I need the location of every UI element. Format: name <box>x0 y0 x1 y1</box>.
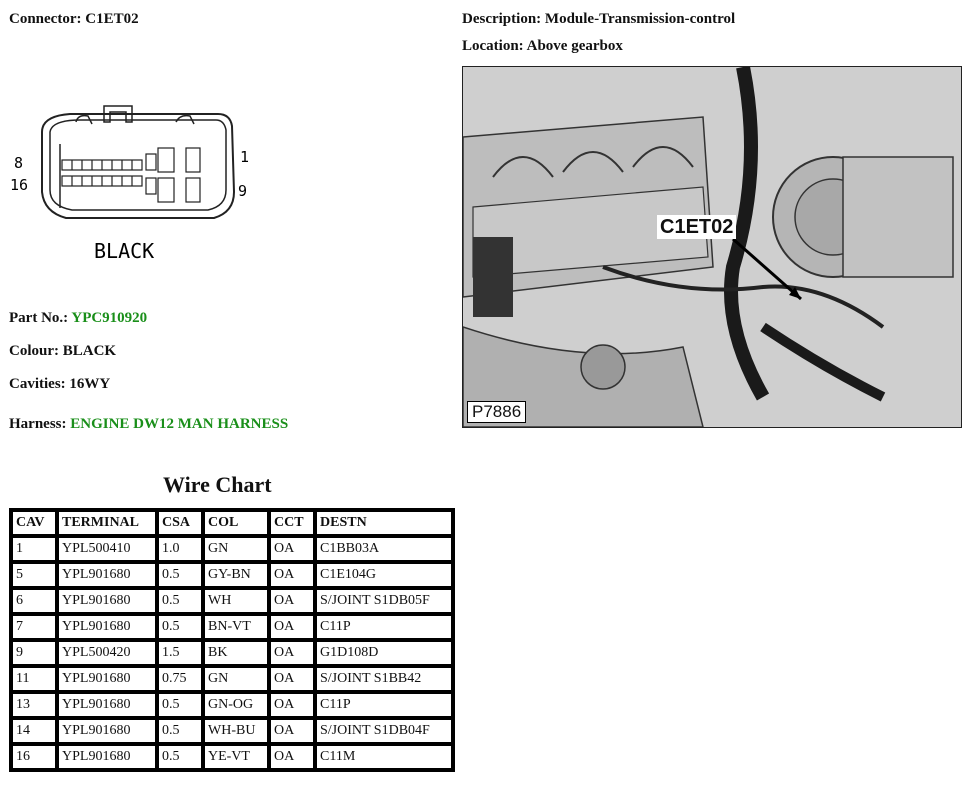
part-no-link[interactable]: YPC910920 <box>71 310 148 326</box>
table-row <box>11 562 453 588</box>
cavities-line <box>9 376 110 393</box>
diagram-colour-caption: BLACK <box>94 239 155 263</box>
cell-csa: 0.5 <box>157 744 203 770</box>
cell-csa: 0.5 <box>157 588 203 614</box>
pin-9-label: 9 <box>238 182 248 200</box>
cell-csa: 0.5 <box>157 692 203 718</box>
location-photo <box>462 66 962 428</box>
header-terminal: TERMINAL <box>57 510 157 536</box>
table-row <box>11 640 453 666</box>
cell-cct: OA <box>269 744 315 770</box>
cavities-value: 16WY <box>69 376 111 392</box>
table-row <box>11 536 453 562</box>
cell-destn: S/JOINT S1BB42 <box>315 666 453 692</box>
cell-csa: 0.5 <box>157 562 203 588</box>
photo-callout-label: C1ET02 <box>657 215 736 239</box>
header-cct: CCT <box>269 510 315 536</box>
cell-col: BK <box>203 640 269 666</box>
cell-destn: C1BB03A <box>315 536 453 562</box>
harness-line <box>9 416 288 433</box>
table-row <box>11 692 453 718</box>
location-label: Location: <box>462 38 524 54</box>
cell-cct: OA <box>269 536 315 562</box>
cell-terminal: YPL901680 <box>57 562 157 588</box>
colour-label: Colour: <box>9 343 59 359</box>
cell-col: WH <box>203 588 269 614</box>
cell-destn: C11P <box>315 614 453 640</box>
cell-cav: 7 <box>11 614 57 640</box>
engine-bay-illustration <box>463 67 961 427</box>
cell-destn: C11M <box>315 744 453 770</box>
pin-16-label: 16 <box>10 176 29 194</box>
cavities-label: Cavities: <box>9 376 66 392</box>
colour-line <box>9 343 116 360</box>
header-col: COL <box>203 510 269 536</box>
cell-col: GN <box>203 666 269 692</box>
cell-csa: 1.5 <box>157 640 203 666</box>
header-cav: CAV <box>11 510 57 536</box>
description-line <box>462 11 735 28</box>
cell-cav: 14 <box>11 718 57 744</box>
part-no-label: Part No.: <box>9 310 69 326</box>
photo-id-label: P7886 <box>467 401 526 423</box>
cell-cav: 6 <box>11 588 57 614</box>
cell-csa: 1.0 <box>157 536 203 562</box>
cell-destn: S/JOINT S1DB04F <box>315 718 453 744</box>
cell-cct: OA <box>269 692 315 718</box>
location-value: Above gearbox <box>526 38 623 54</box>
cell-destn: S/JOINT S1DB05F <box>315 588 453 614</box>
cell-cct: OA <box>269 666 315 692</box>
cell-cav: 9 <box>11 640 57 666</box>
cell-col: GY-BN <box>203 562 269 588</box>
description-value: Module-Transmission-control <box>544 11 736 27</box>
pin-8-label: 8 <box>14 154 24 172</box>
wire-chart-title: Wire Chart <box>163 472 272 497</box>
location-line <box>462 38 623 55</box>
cell-cct: OA <box>269 562 315 588</box>
cell-terminal: YPL901680 <box>57 744 157 770</box>
cell-cav: 11 <box>11 666 57 692</box>
connector-label: Connector: <box>9 11 82 27</box>
cell-csa: 0.5 <box>157 614 203 640</box>
cell-cav: 16 <box>11 744 57 770</box>
harness-link[interactable]: ENGINE DW12 MAN HARNESS <box>70 416 289 432</box>
harness-label: Harness: <box>9 416 67 432</box>
wire-chart-table <box>9 508 455 772</box>
colour-value: BLACK <box>62 343 117 359</box>
cell-terminal: YPL500420 <box>57 640 157 666</box>
table-header-row <box>11 510 453 536</box>
cell-csa: 0.5 <box>157 718 203 744</box>
cell-cct: OA <box>269 614 315 640</box>
part-no-line <box>9 310 147 327</box>
cell-cct: OA <box>269 718 315 744</box>
cell-terminal: YPL901680 <box>57 588 157 614</box>
cell-cav: 13 <box>11 692 57 718</box>
cell-destn: C1E104G <box>315 562 453 588</box>
table-row <box>11 614 453 640</box>
header-destn: DESTN <box>315 510 453 536</box>
connector-face-diagram <box>8 92 268 272</box>
cell-cct: OA <box>269 640 315 666</box>
cell-col: YE-VT <box>203 744 269 770</box>
connector-value: C1ET02 <box>85 11 139 27</box>
cell-terminal: YPL901680 <box>57 614 157 640</box>
cell-col: WH-BU <box>203 718 269 744</box>
table-row <box>11 666 453 692</box>
table-row <box>11 588 453 614</box>
cell-cav: 1 <box>11 536 57 562</box>
table-row <box>11 744 453 770</box>
cell-cav: 5 <box>11 562 57 588</box>
cell-terminal: YPL901680 <box>57 692 157 718</box>
cell-terminal: YPL500410 <box>57 536 157 562</box>
table-row <box>11 718 453 744</box>
connector-heading <box>9 11 139 28</box>
cell-col: GN <box>203 536 269 562</box>
cell-col: GN-OG <box>203 692 269 718</box>
cell-terminal: YPL901680 <box>57 666 157 692</box>
description-label: Description: <box>462 11 542 27</box>
cell-destn: G1D108D <box>315 640 453 666</box>
header-csa: CSA <box>157 510 203 536</box>
cell-destn: C11P <box>315 692 453 718</box>
cell-cct: OA <box>269 588 315 614</box>
cell-terminal: YPL901680 <box>57 718 157 744</box>
cell-col: BN-VT <box>203 614 269 640</box>
cell-csa: 0.75 <box>157 666 203 692</box>
pin-1-label: 1 <box>240 148 250 166</box>
